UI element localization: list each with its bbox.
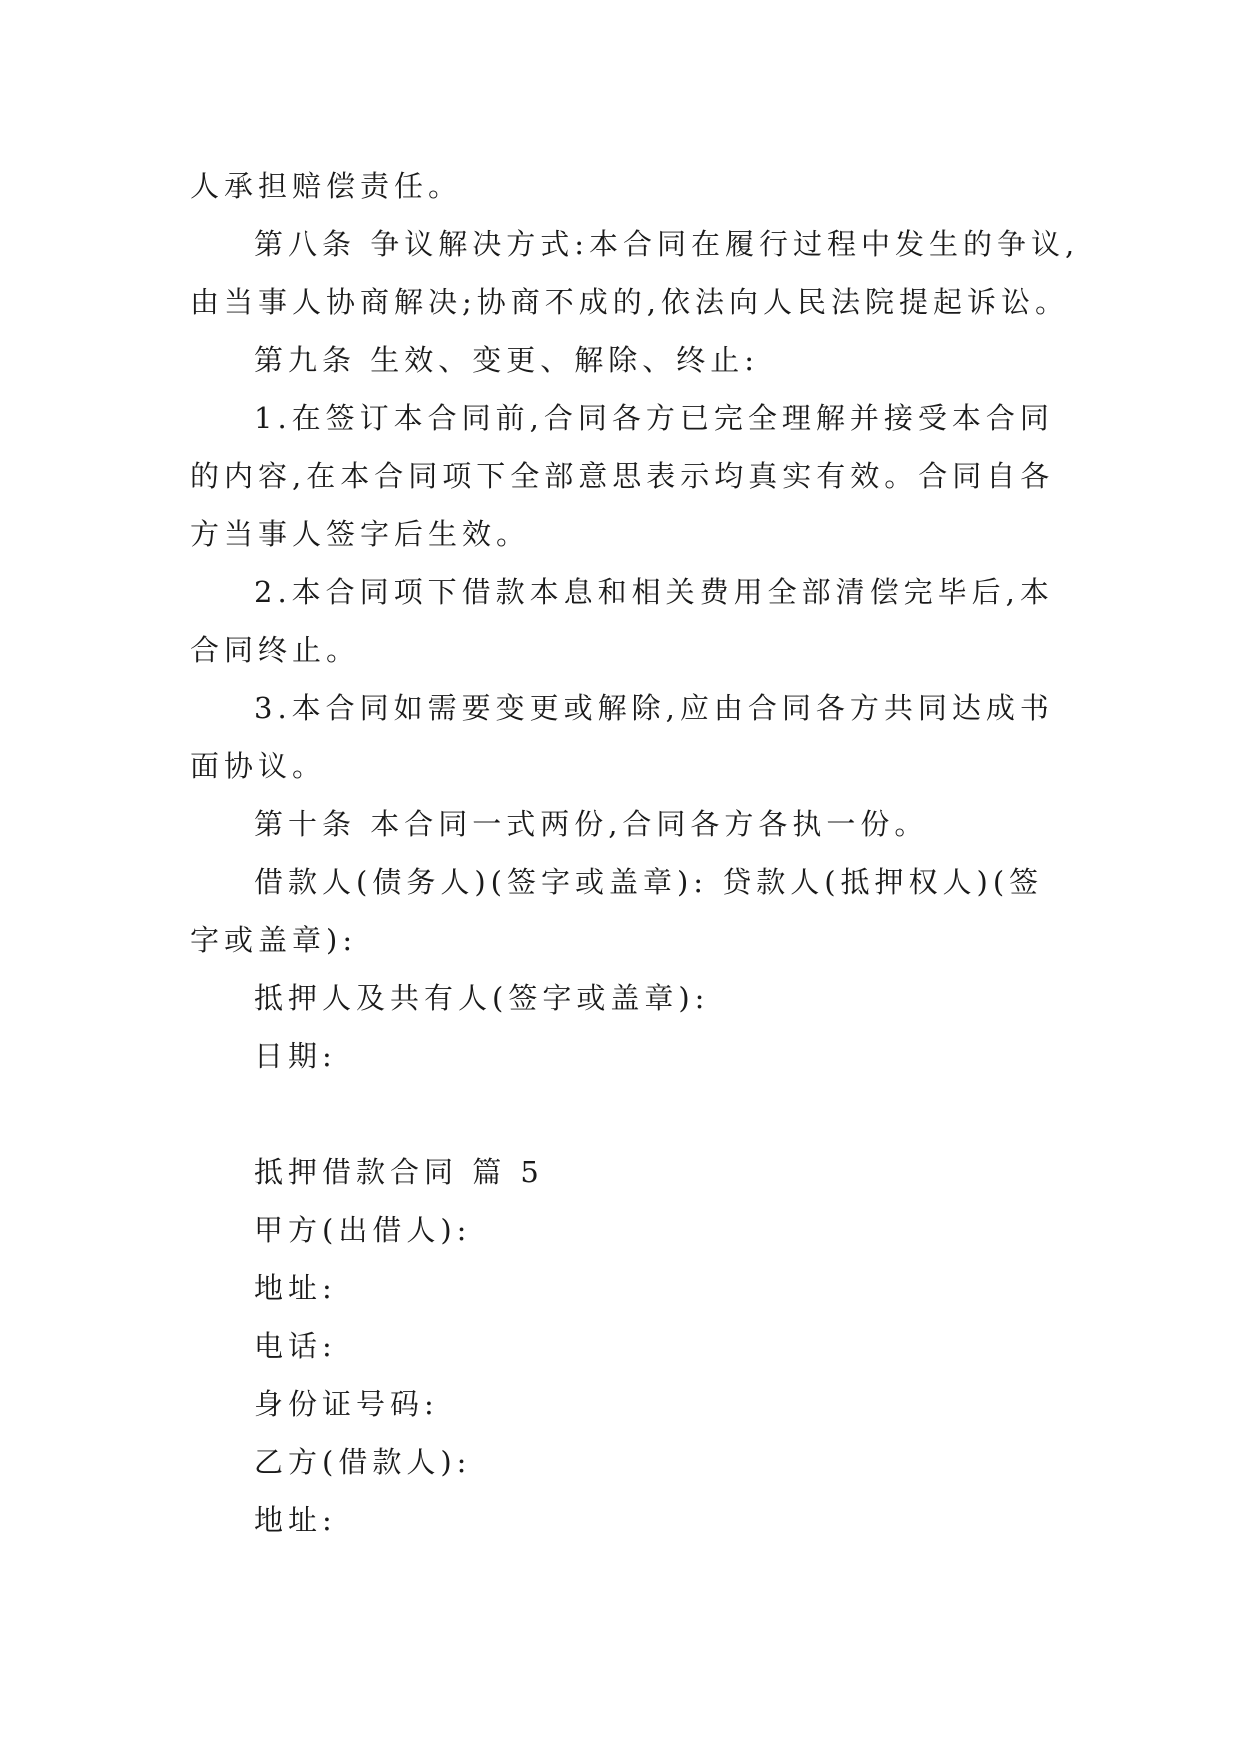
- article-10-line: 第十条 本合同一式两份,合同各方各执一份。: [254, 807, 929, 841]
- paragraph-line: 合同终止。: [190, 633, 361, 667]
- paragraph-line: 的内容,在本合同项下全部意思表示均真实有效。合同自各: [190, 459, 1055, 493]
- clause-3-line: 3.本合同如需要变更或解除,应由合同各方共同达成书: [254, 691, 1054, 725]
- article-8-heading: 第八条 争议解决方式:本合同在履行过程中发生的争议,: [254, 227, 1080, 261]
- date-field: 日期:: [254, 1039, 337, 1073]
- article-9-heading: 第九条 生效、变更、解除、终止:: [254, 343, 759, 377]
- paragraph-line: 人承担赔偿责任。: [190, 169, 463, 203]
- party-b-field: 乙方(借款人):: [254, 1445, 472, 1479]
- paragraph-line: 字或盖章):: [190, 923, 358, 957]
- clause-1-line: 1.在签订本合同前,合同各方已完全理解并接受本合同: [254, 401, 1054, 435]
- section-title: 抵押借款合同 篇 5: [254, 1155, 544, 1189]
- paragraph-line: 方当事人签字后生效。: [190, 517, 531, 551]
- phone-field: 电话:: [254, 1329, 337, 1363]
- paragraph-line: 由当事人协商解决;协商不成的,依法向人民法院提起诉讼。: [190, 285, 1069, 319]
- address-field: 地址:: [254, 1271, 337, 1305]
- party-a-field: 甲方(出借人):: [254, 1213, 472, 1247]
- signature-borrower-line: 借款人(债务人)(签字或盖章): 贷款人(抵押权人)(签: [254, 865, 1044, 899]
- address-field: 地址:: [254, 1503, 337, 1537]
- signature-mortgagor-line: 抵押人及共有人(签字或盖章):: [254, 981, 710, 1015]
- id-number-field: 身份证号码:: [254, 1387, 439, 1421]
- clause-2-line: 2.本合同项下借款本息和相关费用全部清偿完毕后,本: [254, 575, 1054, 609]
- paragraph-line: 面协议。: [190, 749, 327, 783]
